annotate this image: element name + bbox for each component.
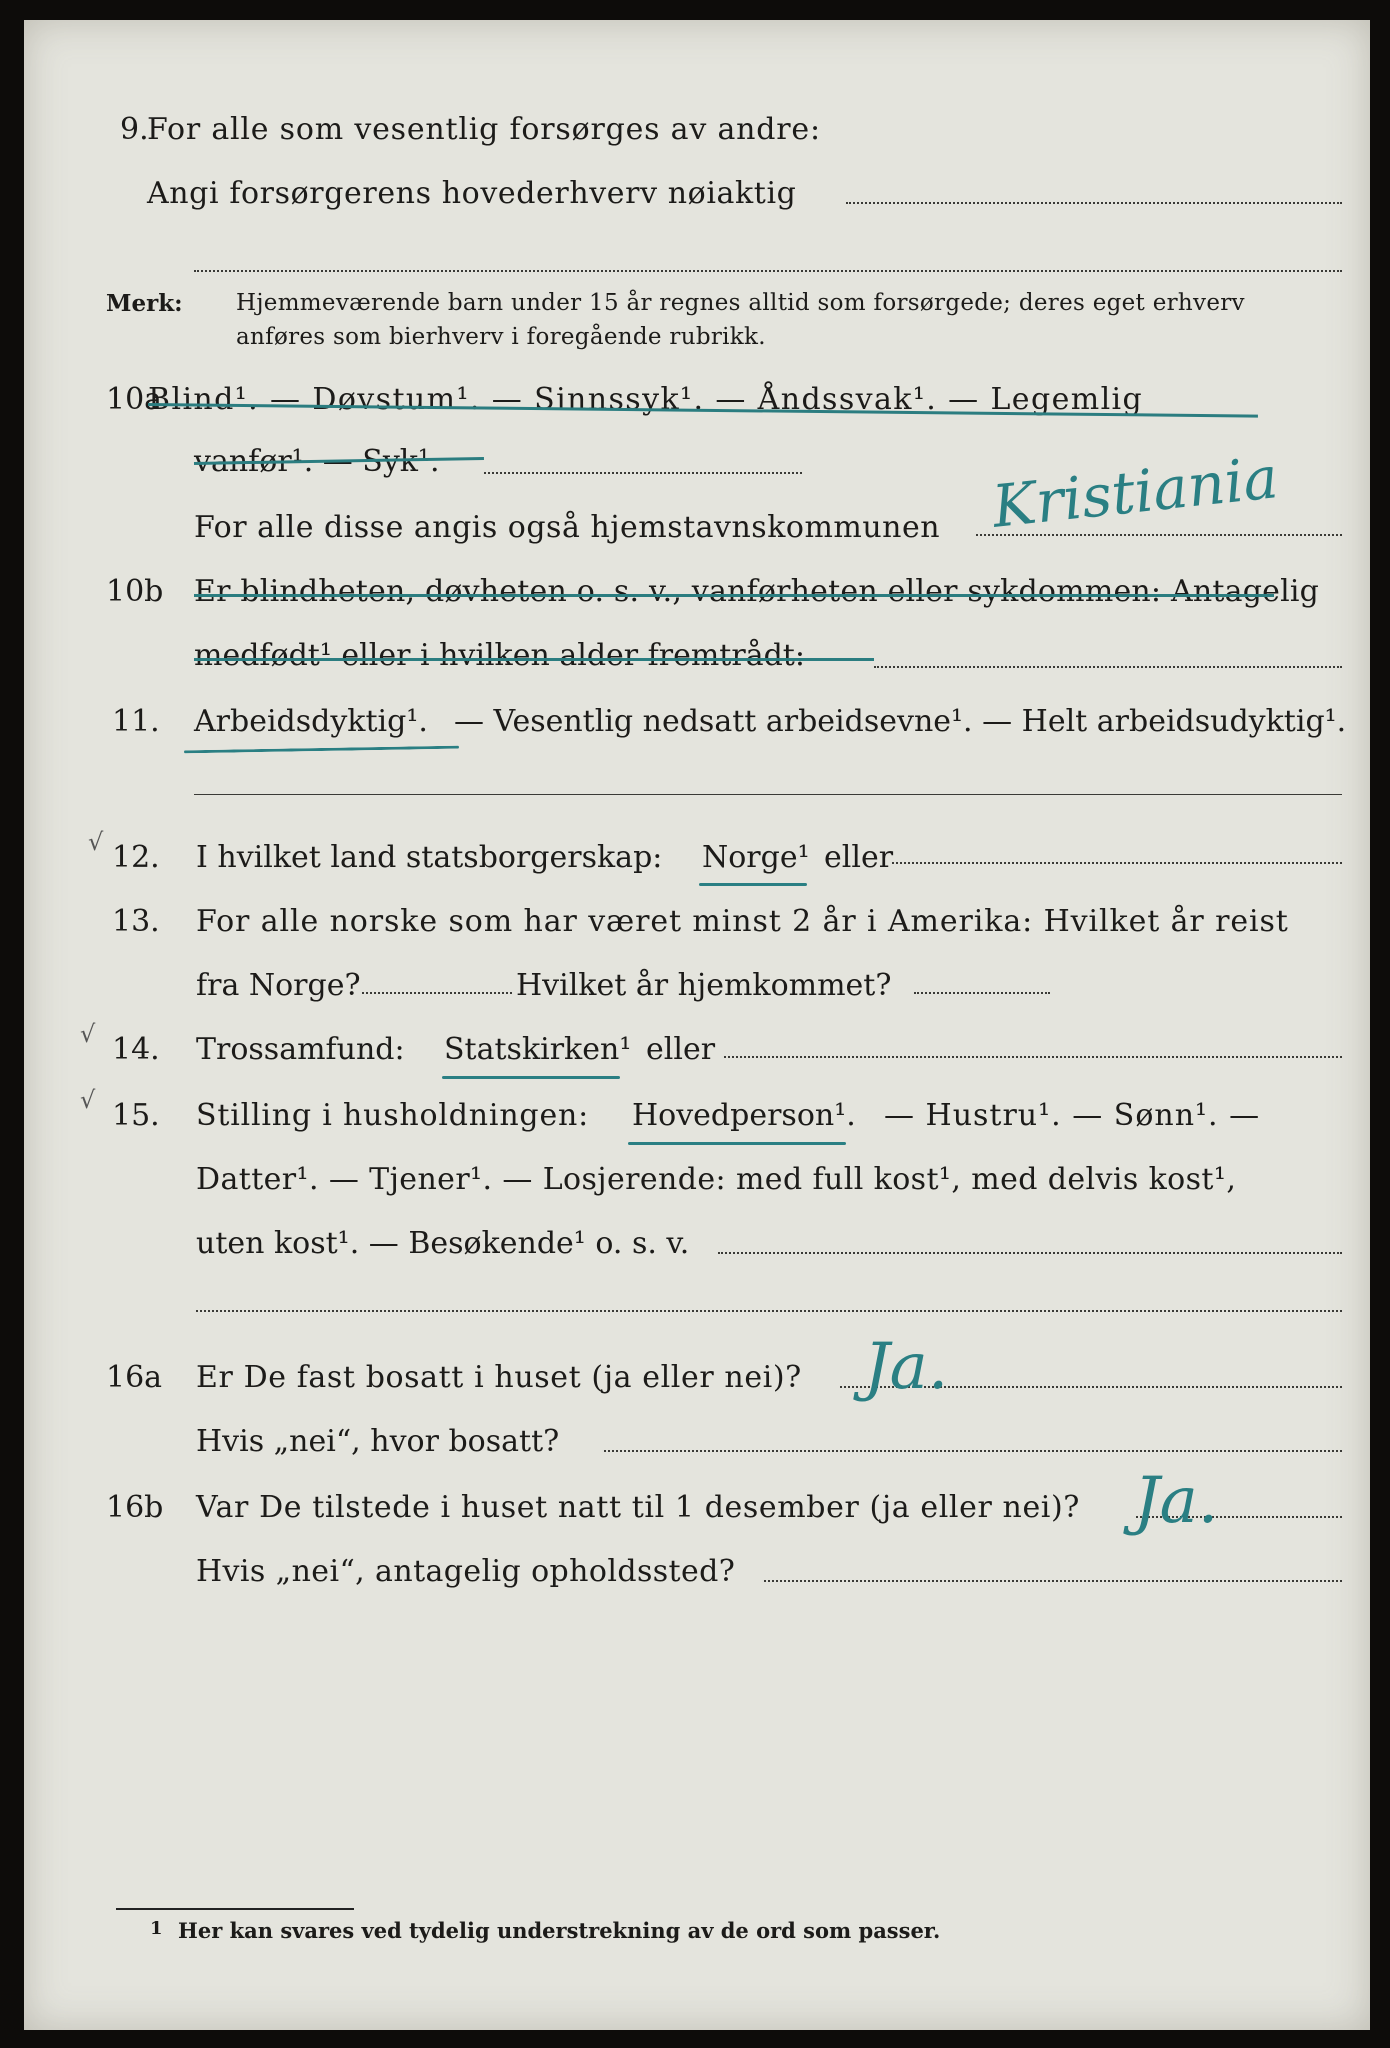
q12-suffix: eller <box>824 840 894 875</box>
q14-check-mark: √ <box>80 1020 96 1048</box>
q15-answer-line-2[interactable] <box>196 1310 1342 1312</box>
q10a-line1: Blind¹. — Døvstum¹. — Sinnssyk¹. — Åndssvak¹. — Legemlig <box>148 382 1144 417</box>
q16b-handwritten-answer: Ja. <box>1134 1464 1219 1538</box>
q12-number: 12. <box>112 840 160 875</box>
q11-number: 11. <box>112 704 160 739</box>
q10a-line2: vanfør¹. — Syk¹. <box>194 444 440 479</box>
q15-line1-rest: — Hustru¹. — Sønn¹. — <box>884 1098 1261 1133</box>
q15-option-hovedperson[interactable]: Hovedperson¹. <box>632 1098 856 1133</box>
q12-option-norge[interactable]: Norge¹ <box>702 840 810 875</box>
q10b-answer-line[interactable] <box>874 666 1342 668</box>
merk-line2: anføres som bierhverv i foregående rubrikk. <box>236 324 766 350</box>
q16b-line1: Var De tilstede i huset natt til 1 desember (ja eller nei)? <box>196 1490 1080 1525</box>
q9-line2: Angi forsørgerens hovederhverv nøiaktig <box>147 176 797 211</box>
q9-answer-line[interactable] <box>846 202 1342 204</box>
q14-answer-line[interactable] <box>724 1056 1342 1058</box>
q16b-line2: Hvis „nei“, antagelig opholdssted? <box>196 1554 736 1589</box>
footnote-rule <box>116 1908 354 1910</box>
q13-number: 13. <box>112 904 160 939</box>
q9-answer-line-2[interactable] <box>194 270 1342 272</box>
q13-line1: For alle norske som har været minst 2 år i Amerika: Hvilket år reist <box>196 904 1289 939</box>
q11-underline <box>184 746 459 754</box>
q14-underline <box>442 1076 620 1079</box>
q11-option-arbeidsdyktig[interactable]: Arbeidsdyktig¹. <box>194 704 428 739</box>
q14-number: 14. <box>112 1032 160 1067</box>
footnote-text: Her kan svares ved tydelig understrekning av de ord som passer. <box>178 1918 941 1943</box>
q16a-handwritten-answer: Ja. <box>864 1330 949 1404</box>
q9-number: 9. <box>120 112 149 147</box>
q15-label: Stilling i husholdningen: <box>196 1098 590 1133</box>
q16a-line1: Er De fast bosatt i huset (ja eller nei)? <box>196 1360 802 1395</box>
q13-return-year-field[interactable] <box>914 992 1050 994</box>
q11-answer-line[interactable] <box>194 794 1342 795</box>
q16b-number: 16b <box>106 1490 164 1525</box>
census-form-page <box>24 20 1370 2030</box>
q15-number: 15. <box>112 1098 160 1133</box>
q12-answer-line[interactable] <box>892 862 1342 864</box>
q13-departure-year-field[interactable] <box>362 992 512 994</box>
q15-answer-line[interactable] <box>718 1252 1342 1254</box>
q16a-where-field[interactable] <box>604 1450 1342 1452</box>
q12-check-mark: √ <box>88 828 104 856</box>
merk-line1: Hjemmeværende barn under 15 år regnes alltid som forsørgede; deres eget erhverv <box>236 290 1245 316</box>
q15-check-mark: √ <box>80 1086 96 1114</box>
q10a-line3: For alle disse angis også hjemstavnskommunen <box>194 510 941 545</box>
q14-label: Trossamfund: <box>196 1032 405 1067</box>
q13-line2a: fra Norge? <box>196 968 361 1003</box>
q12-underline <box>699 883 807 886</box>
q10b-line2: medfødt¹ eller i hvilken alder fremtrådt: <box>194 638 805 673</box>
q10b-strikethrough-2 <box>194 658 874 661</box>
q10a-handwritten-answer: Kristiania <box>989 443 1282 541</box>
q16a-line2: Hvis „nei“, hvor bosatt? <box>196 1424 560 1459</box>
q10a-line2-dots[interactable] <box>484 472 802 474</box>
q15-line2: Datter¹. — Tjener¹. — Losjerende: med full kost¹, med delvis kost¹, <box>196 1162 1237 1197</box>
q10b-strikethrough-1 <box>194 594 1274 597</box>
merk-label: Merk: <box>106 290 183 317</box>
q9-line1: For alle som vesentlig forsørges av andre: <box>147 112 821 147</box>
q13-line2b: Hvilket år hjemkommet? <box>516 968 892 1003</box>
q15-underline <box>628 1142 846 1145</box>
footnote-mark: 1 <box>150 1918 163 1939</box>
q14-option-statskirken[interactable]: Statskirken¹ <box>444 1032 632 1067</box>
q15-line3: uten kost¹. — Besøkende¹ o. s. v. <box>196 1226 690 1261</box>
q16a-number: 16a <box>106 1360 163 1395</box>
q10b-number: 10b <box>106 574 164 609</box>
q16b-location-field[interactable] <box>764 1580 1342 1582</box>
q14-suffix: eller <box>646 1032 716 1067</box>
q10a-number: 10a <box>106 382 163 417</box>
q12-label: I hvilket land statsborgerskap: <box>196 840 663 875</box>
q10b-line1: Er blindheten, døvheten o. s. v., vanførheten eller sykdommen: Antagelig <box>194 574 1320 609</box>
q11-rest: — Vesentlig nedsatt arbeidsevne¹. — Helt arbeidsudyktig¹. <box>454 704 1347 739</box>
